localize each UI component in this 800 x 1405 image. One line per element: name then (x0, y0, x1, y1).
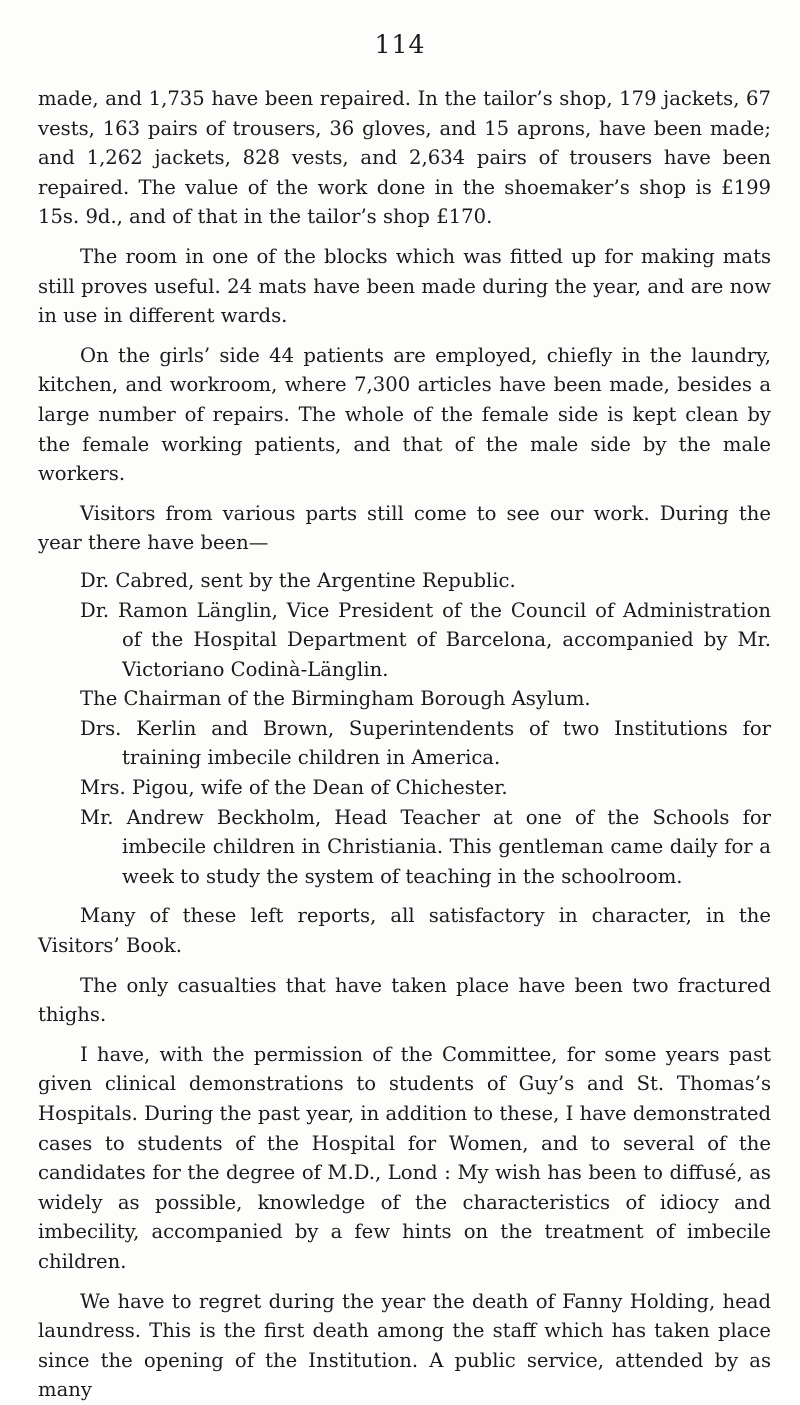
visitor-item: Mrs. Pigou, wife of the Dean of Chichester. (80, 776, 508, 800)
paragraph-3: On the girls’ side 44 patients are employed, chiefly in the laundry, kitchen, and workroom, where 7,300 articles have been made, besides a large number of repairs. The whole of the female side is kept clean by the female working patients, and that of the male side by the male workers. (38, 343, 771, 486)
paragraph-2: The room in one of the blocks which was fitted up for making mats still proves useful. 24 mats have been made during the year, and are now in use in different wards. (38, 244, 771, 328)
paragraph-8: We have to regret during the year the death of Fanny Holding, head laundress. This is the first death among the staff which has taken place since the opening of the Institution. A public service, attended by as many (38, 1289, 771, 1402)
visitor-item: Mr. Andrew Beckholm, Head Teacher at one of the Schools for imbecile children in Christiania. This gentleman came daily for a week to study the system of teaching in the schoolroom. (80, 805, 771, 888)
visitor-item: Drs. Kerlin and Brown, Superintendents of two Institutions for training imbecile children in America. (80, 716, 771, 770)
paragraph-4: Visitors from various parts still come to see our work. During the year there have been— (38, 501, 771, 555)
body-text (38, 84, 771, 1405)
visitor-list (38, 566, 771, 892)
visitor-item: The Chairman of the Birmingham Borough Asylum. (80, 687, 591, 711)
paragraph-1: made, and 1,735 have been repaired. In the tailor’s shop, 179 jackets, 67 vests, 163 pairs of trousers, 36 gloves, and 15 aprons, have been made; and 1,262 jackets, 828 vests, and 2,634 pairs of trousers have been repaired. The value of the work done in the shoemaker’s shop is £199 15s. 9d., and of that in the tailor’s shop £170. (38, 87, 771, 229)
page-number: 114 (374, 30, 426, 59)
visitor-item: Dr. Cabred, sent by the Argentine Republic. (80, 568, 516, 592)
paragraph-6: The only casualties that have taken place have been two fractured thighs. (38, 973, 771, 1027)
paragraph-5: Many of these left reports, all satisfactory in character, in the Visitors’ Book. (38, 904, 771, 958)
paragraph-7: I have, with the permission of the Committee, for some years past given clinical demonstrations to students of Guy’s and St. Thomas’s Hospitals. During the past year, in addition to these, I have demonstrated cases to students of the Hospital for Women, and to several of the candidates for the degree of M.D., Lond : My wish has been to diffusé, as widely as possible, knowledge of the characteristics of idiocy and imbecility, accompanied by a few hints on the treatment of imbecile children. (38, 1042, 771, 1273)
visitor-item: Dr. Ramon Länglin, Vice President of the Council of Administration of the Hospital Department of Barcelona, accompanied by Mr. Victoriano Codinà-Länglin. (80, 598, 771, 681)
